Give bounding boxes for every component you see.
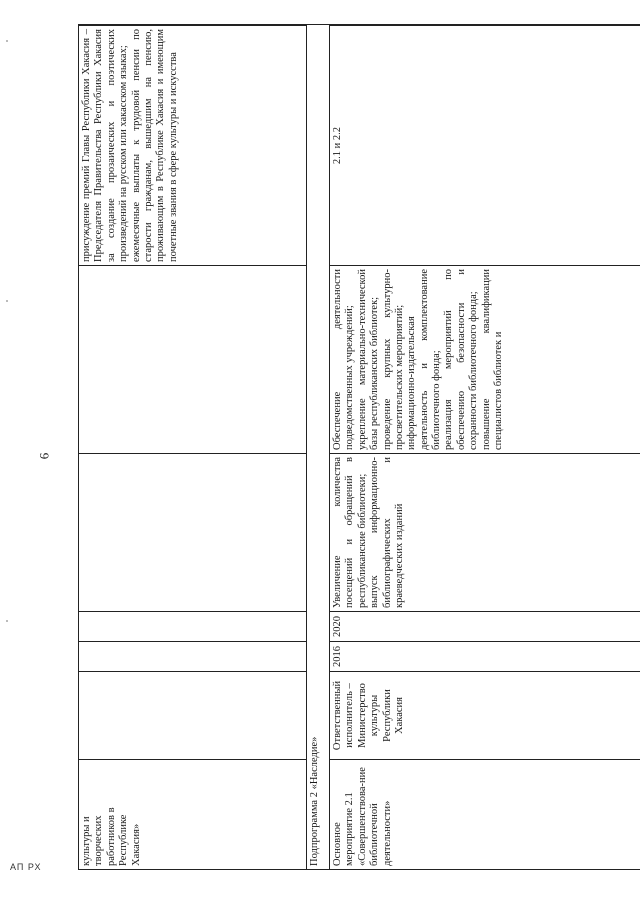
- footer-stamp: АП РХ: [10, 862, 42, 872]
- subprogram-title: Подпрограмма 2 «Наследие»: [307, 25, 330, 870]
- page-number: 6: [36, 452, 52, 460]
- rotated-program-table: [78, 25, 638, 870]
- directions-cell: Обеспечение деятельности подведомственных учреждений; укрепление материально-технической базы республиканских библиотек; проведение крупных культурно-просветительских мероприятий; информационно-издательская деятельность и комплектование библиотечного фонда; реализация мероприятий по обеспечению безопасности и сохранности библиотечного фонда; повышение квалификации специалистов библиотек и: [330, 266, 640, 454]
- subprogram-row: [307, 25, 330, 870]
- scan-edge-mark: [6, 40, 8, 42]
- start-year-cell: 2016: [330, 642, 640, 672]
- problems-cell: [79, 266, 307, 454]
- activity-name-cell: культуры и творческих работников в Республике Хакасия»: [79, 760, 307, 870]
- directions-cell: присуждение премий Главы Республики Хакасия – Председателя Правительства Республики Хакасия за создание прозаических и поэтических произведений на русском или хакасском языках; ежемесячные выплаты к трудовой пенсии по старости гражданам, вышедшим на пенсию, проживающим в Республике Хакасия и имеющим почетные звания в сфере культуры и искусства: [79, 26, 307, 266]
- indicators-cell: [79, 25, 307, 26]
- executor-cell: Ответственный исполнитель – Министерство культуры Республики Хакасия: [330, 672, 640, 760]
- scan-edge-mark: [6, 620, 8, 622]
- spacer-cell: [330, 25, 640, 26]
- activity-name-cell: Основное мероприятие 2.1 «Совершенствова-ние библиотечной деятельности»: [330, 760, 640, 870]
- table-row: [79, 25, 307, 870]
- indicators-cell: 2.1 и 2.2: [330, 26, 640, 266]
- end-year-cell: 2020: [330, 612, 640, 642]
- scan-edge-mark: [6, 300, 8, 302]
- start-year-cell: [79, 642, 307, 672]
- executor-cell: [79, 672, 307, 760]
- end-year-cell: [79, 612, 307, 642]
- program-activities-table: [78, 24, 640, 870]
- table-row: [330, 25, 640, 870]
- expected-result-cell: Увеличение количества посещений и обращений в республиканские библиотеки; выпуск информационно-библиографических и краеведческих изданий: [330, 454, 640, 612]
- expected-result-cell: [79, 454, 307, 612]
